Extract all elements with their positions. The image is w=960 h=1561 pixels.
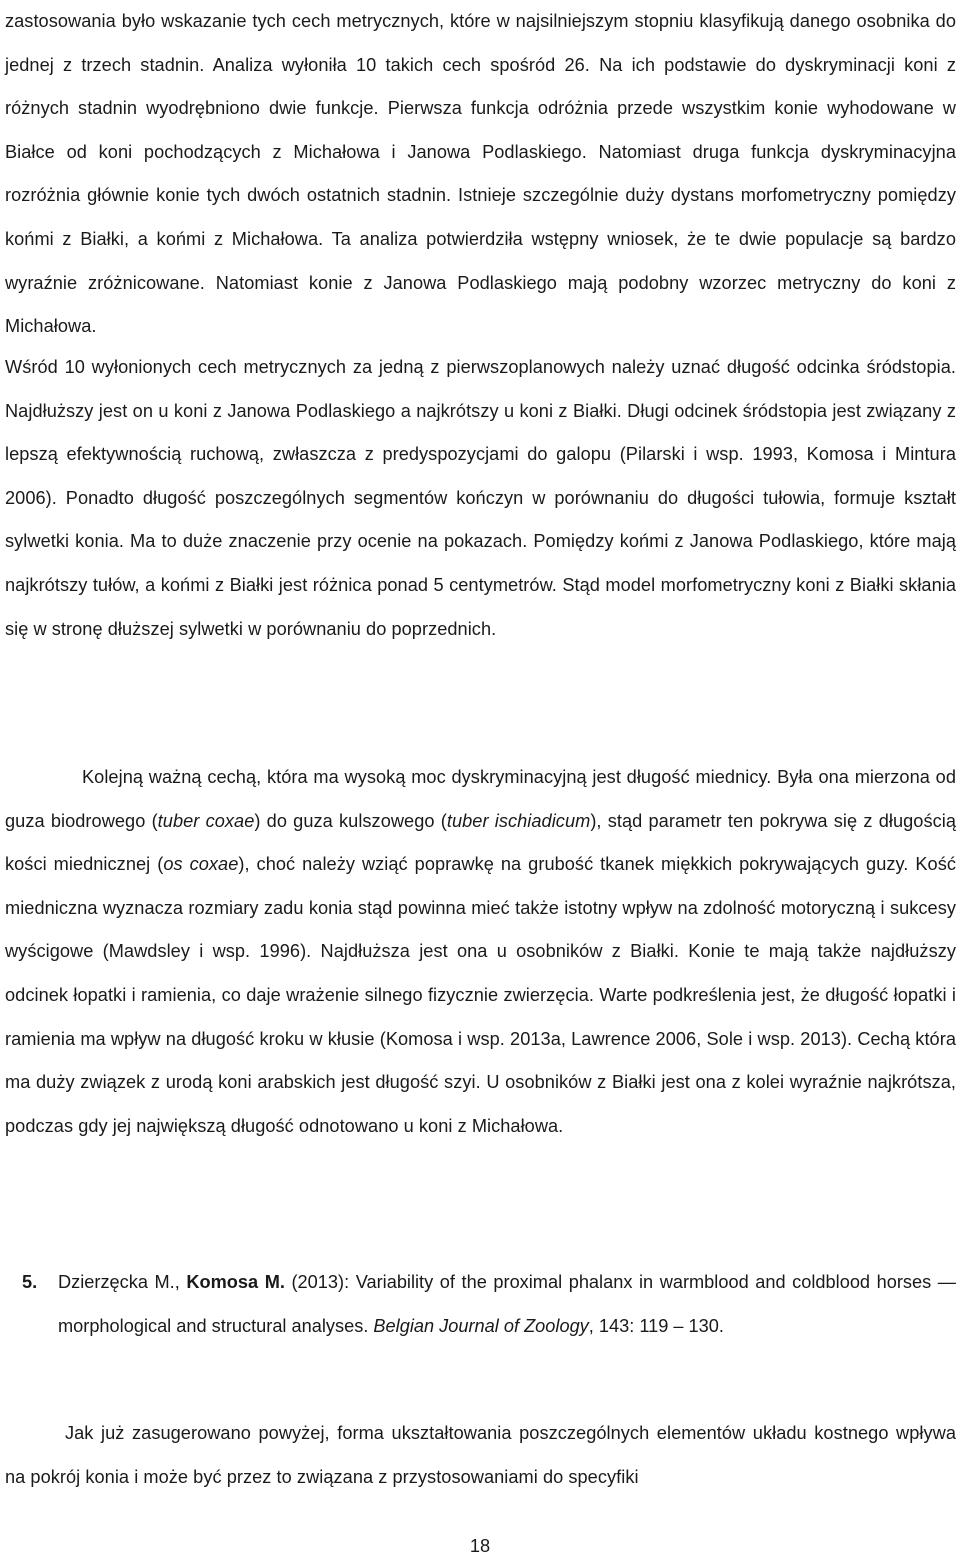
reference-citation — [58, 1261, 956, 1348]
pelvis-text-1: Kolejną ważną cechą, która ma wysoką moc dyskryminacyjną jest długość miednicy. Była ona mierzona od guza biodrowego ( — [5, 767, 956, 831]
pelvis-text-4: ), choć należy wziąć poprawkę na grubość tkanek miękkich pokrywających guzy. Kość miedniczna wyznacza rozmiary zadu konia stąd powinna mieć także istotny wpływ na zdolność motoryczną i sukcesy wyścigowe (Mawdsley i wsp. 1996). Najdłuższa jest ona u osobników z Białki. Konie te mają także najdłuższy odcinek łopatki i ramienia, co daje wrażenie silnego fizycznie zwierzęcia. Warte podkreślenia jest, że długość łopatki i ramienia ma wpływ na długość kroku w kłusie (Komosa i wsp. 2013a, Lawrence 2006, Sole i wsp. 2013). Cechą która ma duży związek z urodą koni arabskich jest długość szyi. U osobników z Białki jest ona z kolei wyraźnie najkrótsza, podczas gdy jej największą długość odnotowano u koni z Michałowa. — [5, 854, 956, 1136]
page-number: 18 — [469, 1536, 491, 1556]
latin-term-tuber-ischiadicum: tuber ischiadicum — [446, 810, 591, 831]
pelvis-text-3: ), stąd parametr ten pokrywa się z długością kości miednicznej ( — [5, 810, 956, 875]
reference-number: 5. — [22, 1272, 38, 1292]
reference-item — [5, 1261, 956, 1348]
reference-author-1: Dzierzęcka M., — [58, 1272, 187, 1292]
paragraph-skeletal-form: Jak już zasugerowano powyżej, forma ukształtowania poszczególnych elementów układu kostnego wpływa na pokrój konia i może być przez to związana z przystosowaniami do specyfiki — [5, 1423, 956, 1487]
reference-title: (2013): Variability of the proximal phalanx in warmblood and coldblood horses — morphological and structural analyses. — [58, 1272, 956, 1336]
latin-term-tuber-coxae: tuber coxae — [157, 810, 255, 831]
paragraph-discriminant-analysis: zastosowania było wskazanie tych cech metrycznych, które w najsilniejszym stopniu klasyfikują danego osobnika do jednej z trzech stadnin. Analiza wyłoniła 10 takich cech spośród 26. Na ich podstawie do dyskryminacji koni z różnych stadnin wyodrębniono dwie funkcje. Pierwsza funkcja odróżnia przede wszystkim konie wyhodowane w Białce od koni pochodzących z Michałowa i Janowa Podlaskiego. Natomiast druga funkcja dyskryminacyjna rozróżnia głównie konie tych dwóch ostatnich stadnin. Istnieje szczególnie duży dystans morfometryczny pomiędzy końmi z Białki, a końmi z Michałowa. Ta analiza potwierdziła wstępny wniosek, że te dwie populacje są bardzo wyraźnie zróżnicowane. Natomiast konie z Janowa Podlaskiego mają podobny wzorzec metryczny do koni z Michałowa. — [5, 11, 956, 337]
reference-pages: , 143: 119 – 130. — [588, 1315, 724, 1336]
paragraph-metatarsus-length: Wśród 10 wyłonionych cech metrycznych za jedną z pierwszoplanowych należy uznać długość odcinka śródstopia. Najdłuższy jest on u koni z Janowa Podlaskiego a najkrótszy u koni z Białki. Długi odcinek śródstopia jest związany z lepszą efektywnością ruchową, zwłaszcza z predyspozycjami do galopu (Pilarski i wsp. 1993, Komosa i Mintura 2006). Ponadto długość poszczególnych segmentów kończyn w porównaniu do długości tułowia, formuje kształt sylwetki konia. Ma to duże znaczenie przy ocenie na pokazach. Pomiędzy końmi z Janowa Podlaskiego, które mają najkrótszy tułów, a końmi z Białki jest różnica ponad 5 centymetrów. Stąd model morfometryczny koni z Białki skłania się w stronę dłuższej sylwetki w porównaniu do poprzednich. — [5, 357, 956, 639]
paragraph-pelvis-length — [5, 756, 956, 1148]
reference-author-2: Komosa M. — [186, 1272, 285, 1292]
reference-journal: Belgian Journal of Zoology — [373, 1315, 589, 1336]
pelvis-text-2: ) do guza kulszowego ( — [254, 810, 447, 831]
latin-term-os-coxae: os coxae — [163, 854, 239, 875]
